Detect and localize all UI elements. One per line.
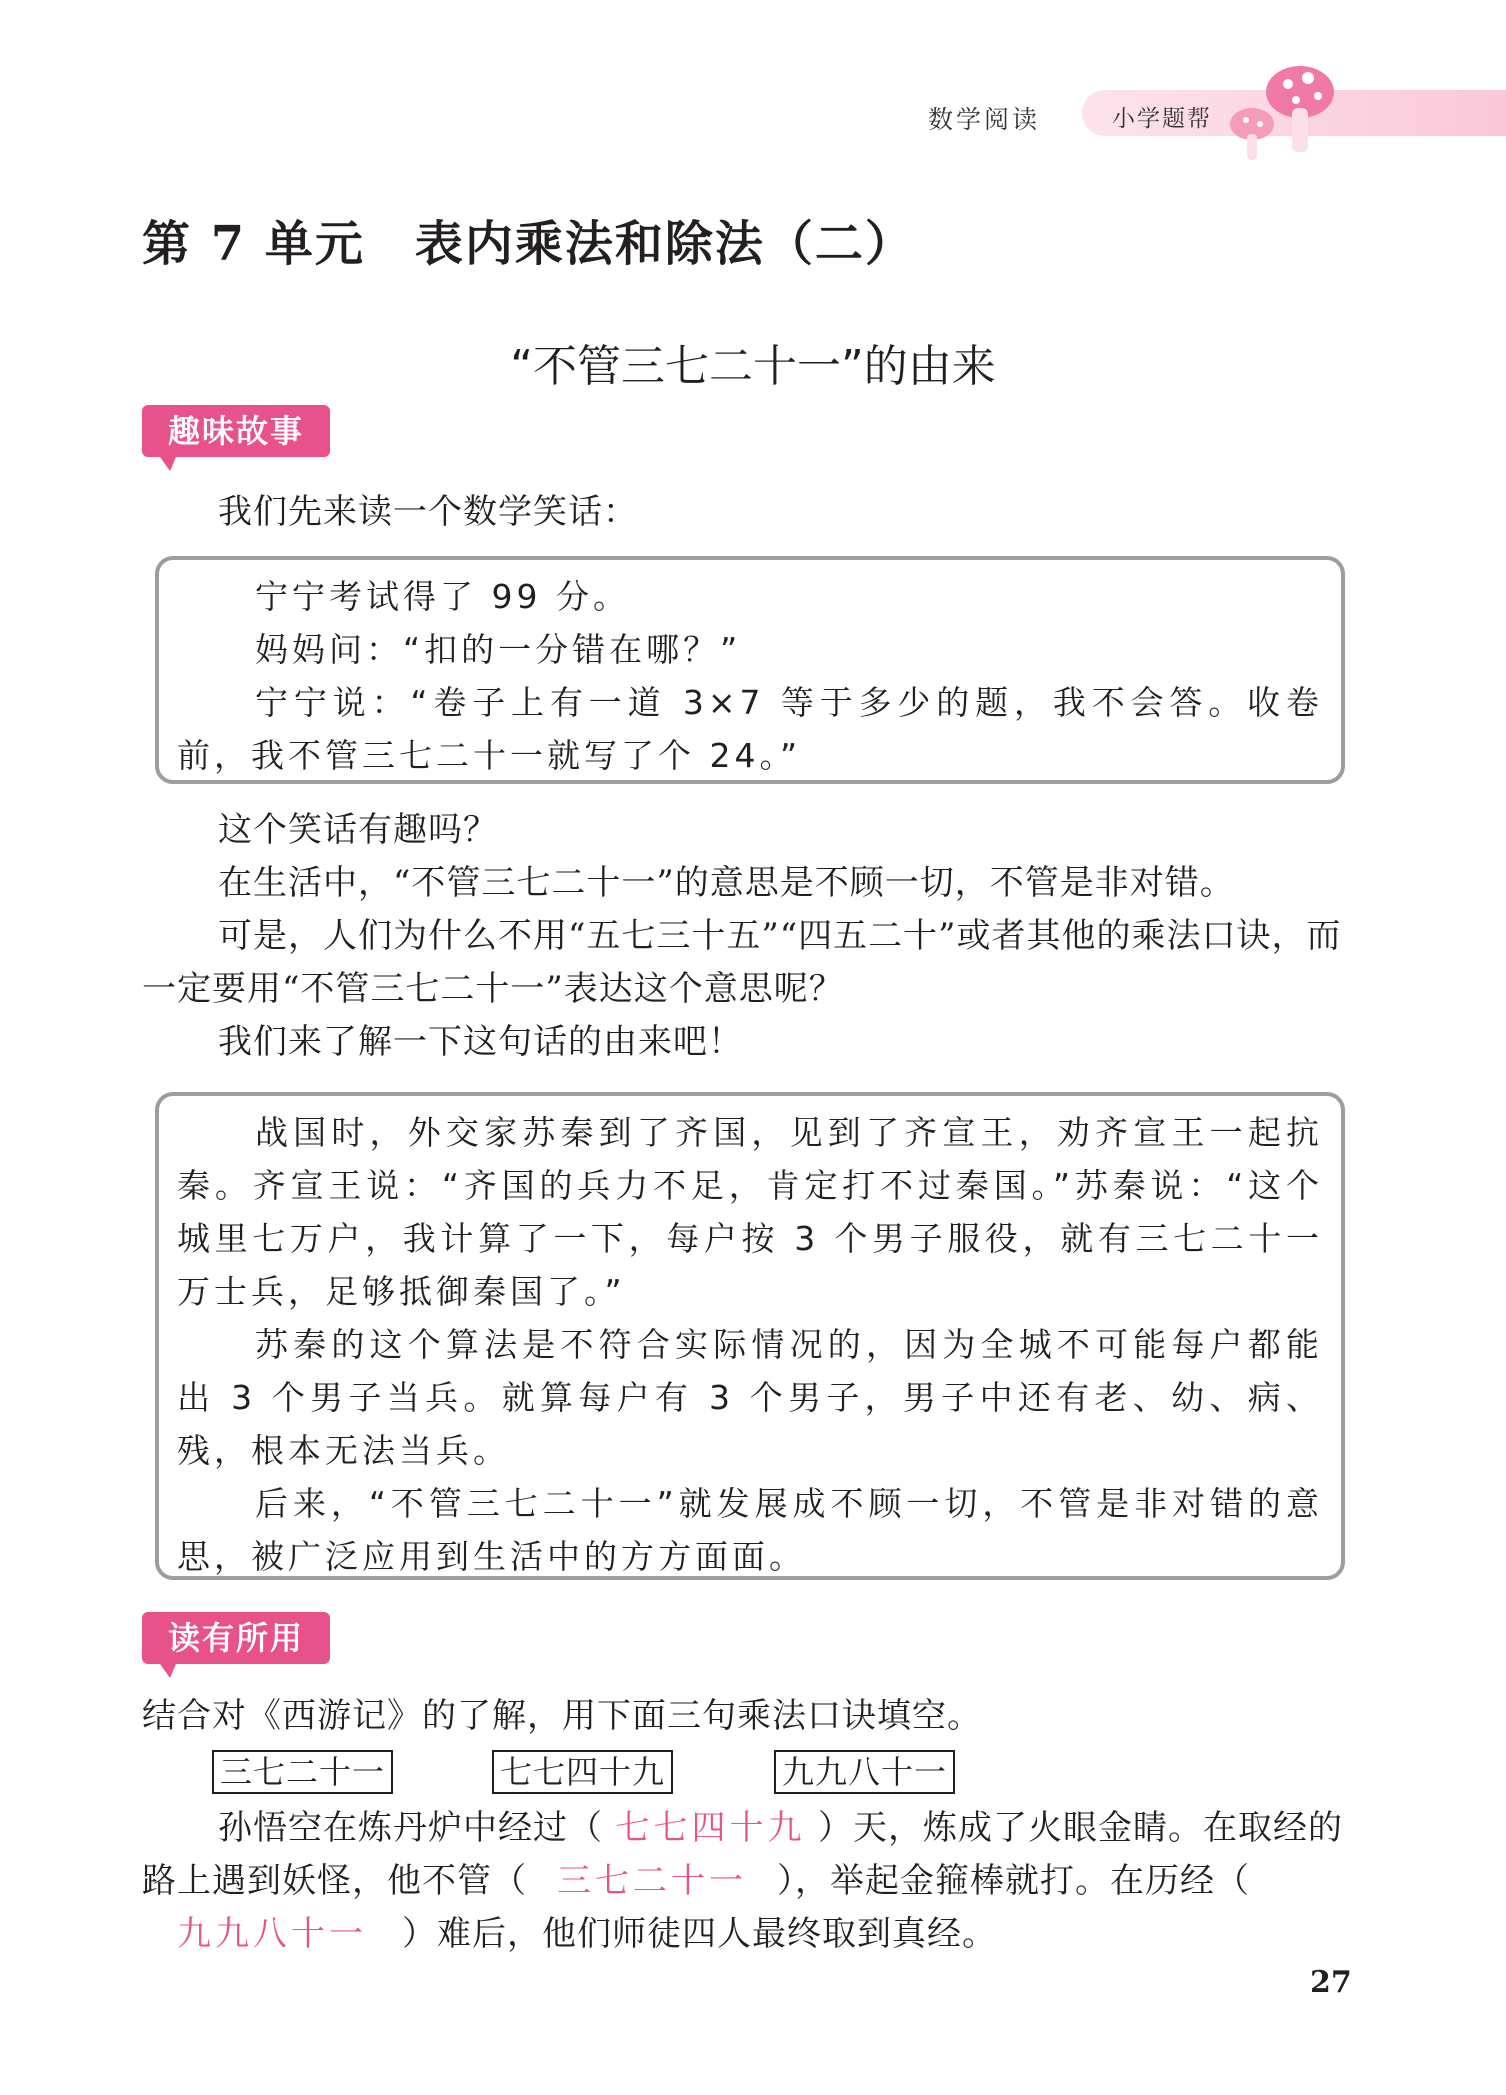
phrase-chip: 三七二十一 [212, 1750, 393, 1794]
answer-blank: 九九八十一 [177, 1914, 367, 1954]
fill-text: ）天，炼成了火眼金睛。在取经的路上遇到妖怪，他不管（ [142, 1808, 1343, 1901]
section-tag-fun-story: 趣味故事 [142, 405, 330, 457]
fill-text: ）难后，他们师徒四人最终取到真经。 [402, 1914, 997, 1954]
fill-in-paragraph [142, 1802, 1357, 1961]
brand-label: 小学题帮 [1112, 106, 1212, 132]
paragraph: 在生活中，“不管三七二十一”的意思是不顾一切，不管是非对错。 [218, 863, 1235, 903]
paragraph: 可是，人们为什么不用“五七三十五”“四五二十”或者其他的乘法口诀，而一定要用“不管三七二十一”表达这个意思呢？ [142, 916, 1342, 1009]
fill-text: 孙悟空在炼丹炉中经过（ [218, 1808, 603, 1848]
fill-text: ），举起金箍棒就打。在历经（ [777, 1861, 1250, 1901]
phrase-chip: 七七四十九 [492, 1750, 673, 1794]
mushroom-icon [1222, 58, 1342, 168]
unit-title: 第 7 单元 表内乘法和除法（二） [142, 216, 915, 272]
intro-paragraph: 我们先来读一个数学笑话： [218, 492, 638, 532]
phrase-chip: 九九八十一 [774, 1750, 955, 1794]
story-title: “不管三七二十一”的由来 [510, 341, 996, 392]
history-box [155, 1092, 1345, 1580]
history-paragraph: 后来，“不管三七二十一”就发展成不顾一切，不管是非对错的意思，被广泛应用到生活中的方方面面。 [177, 1484, 1323, 1576]
section-tag-apply: 读有所用 [142, 1612, 330, 1664]
answer-blank: 七七四十九 [615, 1808, 806, 1848]
task-instruction: 结合对《西游记》的了解，用下面三句乘法口诀填空。 [142, 1696, 982, 1736]
history-paragraph: 战国时，外交家苏秦到了齐国，见到了齐宣王，劝齐宣王一起抗秦。齐宣王说：“齐国的兵力不足，肯定打不过秦国。”苏秦说：“这个城里七万户，我计算了一下，每户按 3 个男子服役，就有三七二十一万士兵，足够抵御秦国了。” [177, 1113, 1323, 1311]
joke-line: 妈妈问：“扣的一分错在哪？” [255, 630, 742, 669]
phrase-chips [212, 1750, 1112, 1798]
history-paragraph: 苏秦的这个算法是不符合实际情况的，因为全城不可能每户都能出 3 个男子当兵。就算每户有 3 个男子，男子中还有老、幼、病、残，根本无法当兵。 [177, 1325, 1323, 1470]
series-title: 数学阅读 [928, 105, 1041, 134]
answer-blank: 三七二十一 [557, 1861, 747, 1901]
page-header [0, 80, 1506, 160]
joke-box [155, 556, 1345, 784]
joke-line: 宁宁考试得了 99 分。 [255, 577, 630, 616]
paragraph: 我们来了解一下这句话的由来吧！ [218, 1022, 743, 1062]
page-number: 27 [1310, 1965, 1352, 2000]
joke-line: 宁宁说：“卷子上有一道 3×7 等于多少的题，我不会答。收卷前，我不管三七二十一就写了个 24。” [177, 683, 1323, 775]
paragraph: 这个笑话有趣吗？ [218, 810, 498, 850]
